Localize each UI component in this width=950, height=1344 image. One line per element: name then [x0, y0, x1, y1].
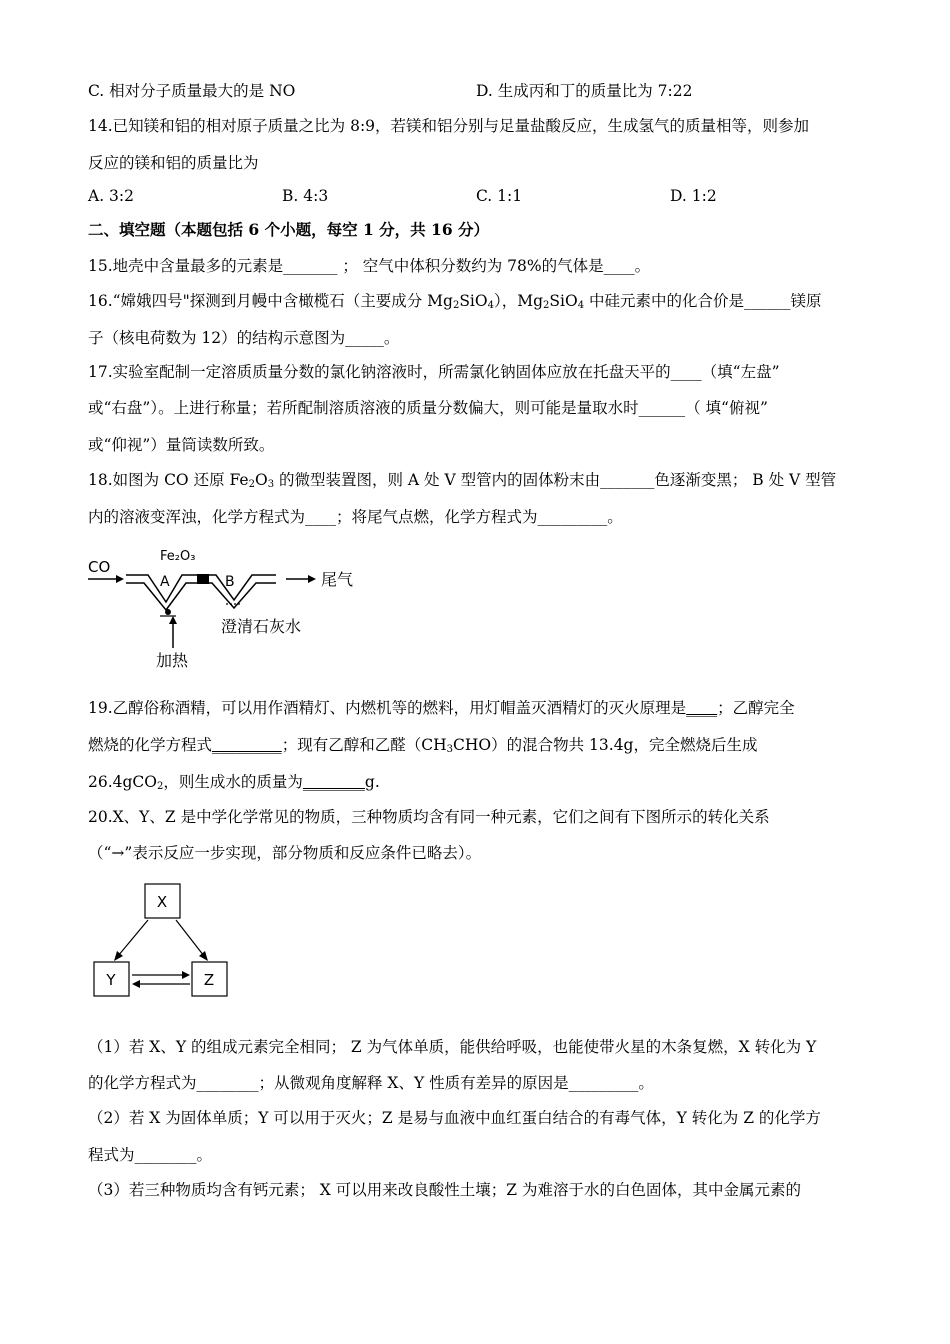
q14-stem-line2: 反应的镁和铝的质量比为 — [88, 154, 259, 172]
q20-stem-line2: （“→”表示反应一步实现，部分物质和反应条件已略去）。 — [88, 844, 482, 862]
xyz-diagram — [90, 880, 240, 1002]
q18-stem-line2: 内的溶液变浑浊，化学方程式为____；将尾气点燃，化学方程式为_________。 — [88, 508, 623, 526]
label-x: X — [156, 893, 168, 911]
q17-stem-line1: 17.实验室配制一定溶质质量分数的氯化钠溶液时，所需氯化钠固体应放在托盘天平的____（填“左盘” — [88, 363, 780, 381]
q14-option-c: C. 1:1 — [476, 187, 523, 205]
q19-stem-line1: 19.乙醇俗称酒精，可以用作酒精灯、内燃机等的燃料，用灯帽盖灭酒精灯的灭火原理是____；乙醇完全 — [88, 699, 795, 717]
q15-stem: 15.地壳中含量最多的元素是_______ ； 空气中体积分数约为 78%的气体是____。 — [88, 257, 651, 275]
heat-label: 加热 — [156, 651, 189, 670]
q20-part1-line1: （1）若 X、Y 的组成元素完全相同； Z 为气体单质，能供给呼吸，也能使带火星的木条复燃，X 转化为 Y — [88, 1038, 817, 1056]
q20-stem-line1: 20.X、Y、Z 是中学化学常见的物质，三种物质均含有同一种元素，它们之间有下图所示的转化关系 — [88, 808, 770, 826]
label-y: Y — [106, 971, 116, 989]
q17-stem-line3: 或“仰视”）量筒读数所致。 — [88, 436, 275, 454]
q18-stem-line1: 18.如图为 CO 还原 $Fe_2O_3$ 的微型装置图，则 A 处 V 型管内的固体粉末由_______色逐渐变黑； B 处 V 型管 — [88, 471, 837, 490]
label-b: B — [225, 574, 235, 590]
q16-stem-line2: 子（核电荷数为 12）的结构示意图为_____。 — [88, 329, 400, 347]
q20-part2-line1: （2）若 X 为固体单质；Y 可以用于灭火；Z 是易与血液中血红蛋白结合的有毒气体，Y 转化为 Z 的化学方 — [88, 1109, 821, 1127]
q19-stem-line3: 26.4gCO$_2$，则生成水的质量为________g. — [88, 773, 380, 792]
co-label: CO — [88, 558, 111, 576]
q17-stem-line2: 或“右盘”）。上进行称量；若所配制溶质溶液的质量分数偏大，则可能是量取水时______（ 填“俯视” — [88, 399, 768, 417]
v-tube-b — [209, 575, 276, 600]
fe2o3-label: Fe₂O₃ — [160, 549, 196, 564]
exhaust-label: 尾气 — [321, 570, 354, 589]
q20-part2-line2: 程式为________。 — [88, 1146, 213, 1164]
q20-part1-line2: 的化学方程式为________；从微观角度解释 X、Y 性质有差异的原因是_________。 — [88, 1074, 654, 1092]
q14-option-d: D. 1:2 — [670, 187, 717, 205]
q16-stem-line1: 16.“嫦娥四号"探测到月幔中含橄榄石（主要成分 $Mg_2SiO_4$），$Mg_2SiO_4$ 中硅元素中的化合价是______镁原 — [88, 292, 822, 311]
label-a: A — [160, 574, 170, 590]
apparatus-diagram — [86, 540, 366, 672]
connector — [197, 574, 209, 584]
section-title: 二、填空题（本题包括 6 个小题，每空 1 分，共 16 分） — [88, 220, 490, 239]
q13-option-c: C. 相对分子质量最大的是 NO — [88, 82, 296, 100]
q14-option-a: A. 3:2 — [88, 187, 134, 205]
limewater-label: 澄清石灰水 — [221, 617, 302, 636]
q19-stem-line2: 燃烧的化学方程式_________；现有乙醇和乙醛$(CH_3CHO)$的混合物共 13.4g，完全燃烧后生成 — [88, 736, 758, 755]
q20-part3-line1: （3）若三种物质均含有钙元素； X 可以用来改良酸性土壤；Z 为难溶于水的白色固体，其中金属元素的 — [88, 1181, 801, 1199]
q14-stem-line1: 14.已知镁和铝的相对原子质量之比为 8:9，若镁和铝分别与足量盐酸反应，生成氢气的质量相等，则参加 — [88, 117, 810, 135]
label-z: Z — [203, 971, 215, 989]
q13-option-d: D. 生成丙和丁的质量比为 7:22 — [476, 82, 693, 100]
q14-option-b: B. 4:3 — [282, 187, 329, 205]
